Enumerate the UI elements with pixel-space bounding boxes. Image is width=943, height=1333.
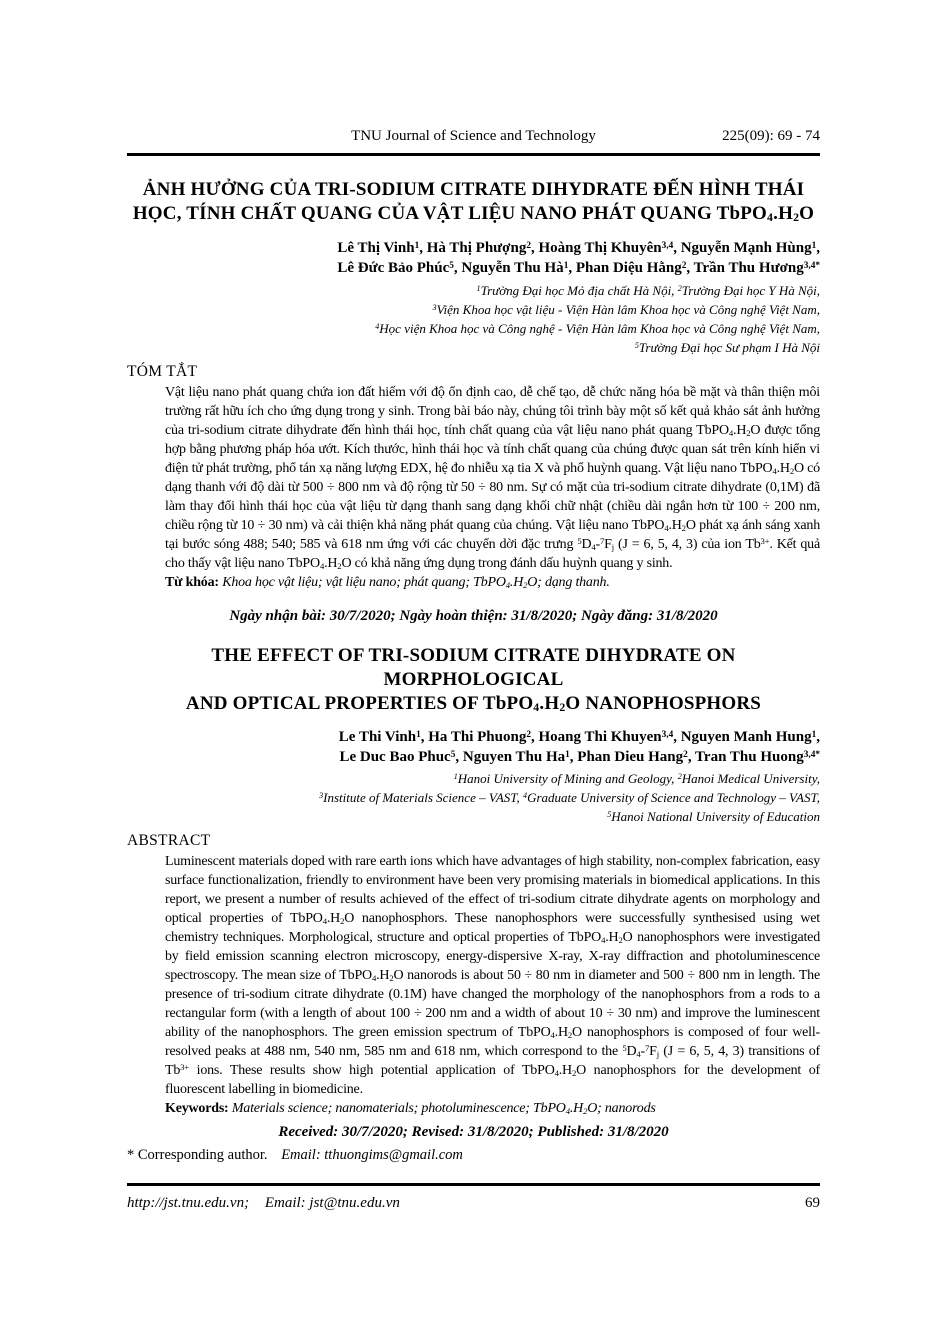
keywords-label-en: Keywords:: [165, 1101, 229, 1116]
corresponding-author-marker: * Corresponding author.: [127, 1147, 268, 1163]
abstract-text-vi: Vật liệu nano phát quang chứa ion đất hiếm với độ ổn định cao, dễ chế tạo, dễ chức năng hóa bề mặt và thân thiện môi trường rất hữu ích cho ứng dụng trong y sinh. Trong bài báo này, chúng tôi trình bày một số kết quả khảo sát ảnh hưởng của tri-sodium citrate dihydrate đến hình thái học, tính chất quang của vật liệu nano phát quang $TbPO_4.H_2O$ được tổng hợp bằng phương pháp hóa ướt. Kích thước, hình thái học và tính chất quang của chúng được quan sát trên kính hiển vi điện tử phát trường, phổ tán xạ năng lượng EDX, hệ đo nhiễu xạ tia X và phổ huỳnh quang. Vật liệu nano $TbPO_4.H_2O$ có dạng thanh với độ dài từ 500 ÷ 800 nm và độ rộng từ 50 ÷ 80 nm. Sự có mặt của tri-sodium citrate dihydrate (0,1M) đã làm thay đổi hình thái học của vật liệu từ dạng thanh sang dạng khối chữ nhật (chiều dài ngắn hơn từ 100 ÷ 200 nm, chiều rộng từ 10 ÷ 30 nm) và cải thiện khả năng phát quang của chúng. Vật liệu nano $TbPO_4.H_2O$ phát xạ ánh sáng xanh tại bước sóng 488; 540; 585 và 618 nm ứng với các chuyển dời đặc trưng $^5D_4-^7F_j$ (J = 6, 5, 4, 3) của ion $Tb^{3+}$. Kết quả cho thấy vật liệu nano $TbPO_4.H_2O$ có khả năng ứng dụng trong đánh dấu huỳnh quang y sinh.: [165, 385, 821, 571]
journal-header: [127, 128, 820, 145]
page-content: [127, 0, 820, 1165]
issue-info: 225(09): 69 - 74: [722, 128, 820, 144]
keywords-line-en: [165, 1099, 820, 1118]
affiliations-vi: $^1$Trường Đại học Mỏ địa chất Hà Nội, $^2$Trường Đại học Y Hà Nội, $^3$Viện Khoa học vật liệu - Viện Hàn lâm Khoa học và Công nghệ Việt Nam, $^4$Học viện Khoa học và Công nghệ - Viện Hàn lâm Khoa học và Công nghệ Việt Nam, $^5$Trường Đại học Sư phạm I Hà Nội: [375, 283, 820, 355]
page-number: 69: [805, 1195, 820, 1211]
abstract-heading-vi: TÓM TẮT: [127, 363, 198, 380]
received-dates-en: Received: 30/7/2020; Revised: 31/8/2020; Published: 31/8/2020: [278, 1124, 669, 1140]
page-footer: [127, 1183, 820, 1212]
journal-name: TNU Journal of Science and Technology: [351, 128, 596, 144]
corresponding-author-email: Email: tthuongims@gmail.com: [281, 1147, 463, 1163]
corresponding-author-note: [127, 1146, 820, 1165]
footer-site-url: http://jst.tnu.edu.vn;: [127, 1195, 250, 1211]
article-title-vi: ẢNH HƯỞNG CỦA TRI-SODIUM CITRATE DIHYDRATE ĐẾN HÌNH THÁI HỌC, TÍNH CHẤT QUANG CỦA VẬT LIỆU NANO PHÁT QUANG $TbPO_4.H_2O$: [132, 179, 815, 225]
abstract-block-en: [165, 852, 820, 1118]
article-title-en: THE EFFECT OF TRI-SODIUM CITRATE DIHYDRATE ON MORPHOLOGICAL AND OPTICAL PROPERTIES OF $TbPO_4.H_2O$ NANOPHOSPHORS: [185, 645, 762, 715]
authors-en: Le Thi Vinh$^1$, Ha Thi Phuong$^2$, Hoang Thi Khuyen$^{3,4}$, Nguyen Manh Hung$^1$, Le Duc Bao Phuc$^5$, Nguyen Thu Ha$^1$, Phan Dieu Hang$^2$, Tran Thu Huong$^{3,4*}$: [338, 729, 820, 765]
header-rule: [127, 153, 820, 156]
keywords-label-vi: Từ khóa:: [165, 575, 219, 590]
affiliations-en: $^1$Hanoi University of Mining and Geology, $^2$Hanoi Medical University, $^3$Institute of Materials Science – VAST, $^4$Graduate University of Science and Technology – VAST, $^5$Hanoi National University of Education: [319, 771, 820, 824]
authors-vi: Lê Thị Vinh$^1$, Hà Thị Phượng$^2$, Hoàng Thị Khuyên$^{3,4}$, Nguyễn Mạnh Hùng$^1$, Lê Đức Bảo Phúc$^5$, Nguyễn Thu $Hà^1$, Phan Diệu Hằng$^2$, Trần Thu Hương$^{3,4*}$: [337, 240, 820, 276]
keywords-text-en: Materials science; nanomaterials; photoluminescence; $TbPO_4.H_2O$; nanorods: [231, 1101, 656, 1116]
abstract-heading-en: ABSTRACT: [127, 832, 211, 849]
keywords-line-vi: [165, 573, 820, 592]
keywords-text-vi: Khoa học vật liệu; vật liệu nano; phát quang; $TbPO_4.H_2O$; dạng thanh.: [222, 575, 610, 590]
submission-dates-vi: Ngày nhận bài: 30/7/2020; Ngày hoàn thiện: 31/8/2020; Ngày đăng: 31/8/2020: [229, 608, 718, 624]
footer-contact: [127, 1195, 400, 1212]
abstract-block-vi: [165, 383, 820, 592]
footer-email: Email: jst@tnu.edu.vn: [264, 1195, 400, 1211]
abstract-text-en: Luminescent materials doped with rare earth ions which have advantages of high stability, non-complex fabrication, easy surface functionalization, friendly to environment have been very promising materials in biomedical applications. In this report, we present a number of results achieved of the effect of tri-sodium citrate dihydrate agents on morphology and optical properties of $TbPO_4.H_2O$ nanophosphors. These nanophosphors were successfully synthesised using wet chemistry techniques. Morphological, structure and optical properties of $TbPO_4.H_2O$ nanophosphors were investigated by field emission scanning electron microscopy, energy-dispersive X-ray, X-ray diffraction and photoluminescence spectroscopy. The mean size of $TbPO_4.H_2O$ nanorods is about 50 ÷ 80 nm in diameter and 500 ÷ 800 nm in length. The presence of tri-sodium citrate dihydrate (0.1M) have changed the morphology of the nanophosphors from a rods to a rectangular form (with a length of about 100 ÷ 200 nm and a width of about 10 ÷ 30 nm) and improve the luminescent ability of the nanophosphors. The green emission spectrum of $TbPO_4.H_2O$ nanophosphors is composed of four well-resolved peaks at 488 nm, 540 nm, 585 nm and 618 nm, which correspond to the $^5D_4-^7F_j$ (J = 6, 5, 4, 3) transitions of $Tb^{3+}$ ions. These results show high potential application of $TbPO_4.H_2O$ nanophosphors for the development of fluorescent labelling in biomedicine.: [165, 854, 821, 1097]
